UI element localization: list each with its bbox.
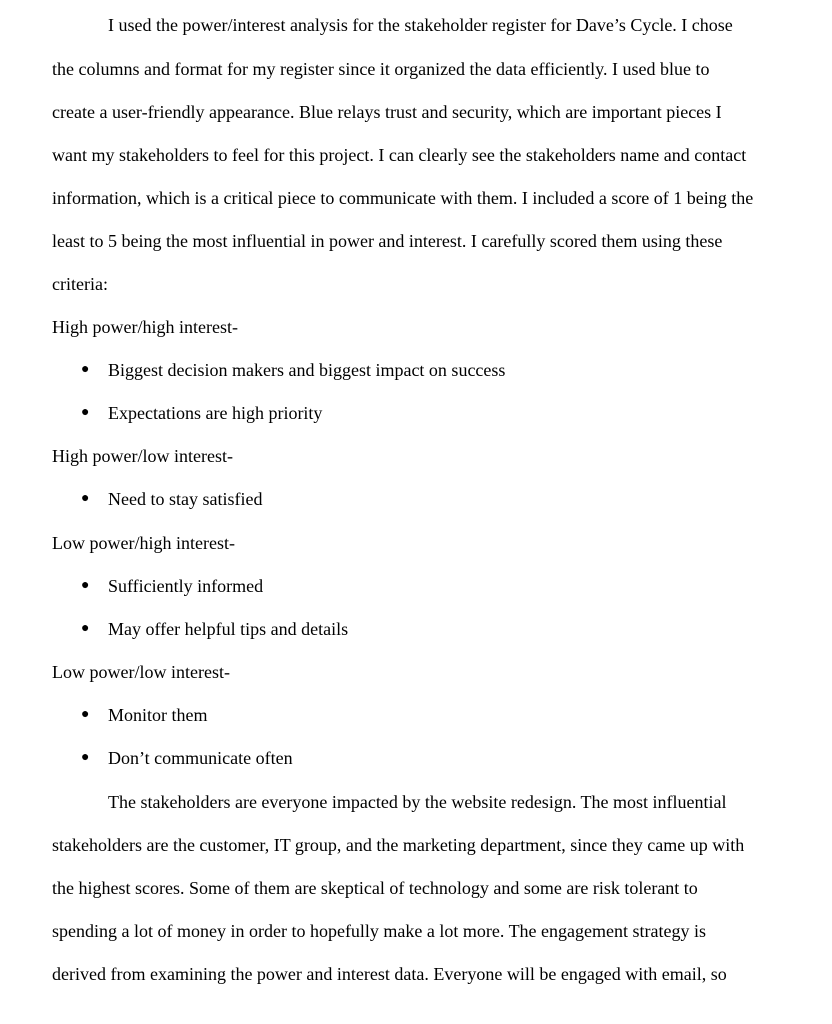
bullet-item: Don’t communicate often	[108, 748, 293, 768]
bullet-icon: ●	[81, 405, 90, 420]
paragraph-line: the columns and format for my register since it organized the data efficiently. I used blue to	[52, 59, 710, 79]
section-heading: High power/high interest-	[52, 317, 238, 337]
paragraph-line: derived from examining the power and interest data. Everyone will be engaged with email, so	[52, 964, 727, 984]
paragraph-line: want my stakeholders to feel for this project. I can clearly see the stakeholders name and contact	[52, 145, 747, 165]
paragraph-line: I used the power/interest analysis for the stakeholder register for Dave’s Cycle. I chose	[108, 15, 733, 35]
bullet-item: Expectations are high priority	[108, 403, 323, 423]
paragraph-line: spending a lot of money in order to hopefully make a lot more. The engagement strategy is	[52, 921, 706, 941]
bullet-item: Sufficiently informed	[108, 576, 264, 596]
paragraph-line: stakeholders are the customer, IT group, and the marketing department, since they came up with	[52, 835, 745, 855]
bullet-icon: ●	[81, 362, 90, 377]
bullet-icon: ●	[81, 491, 90, 506]
section-heading: High power/low interest-	[52, 446, 233, 466]
paragraph-line: criteria:	[52, 274, 108, 294]
paragraph-line: the highest scores. Some of them are skeptical of technology and some are risk tolerant to	[52, 878, 698, 898]
section-heading: Low power/high interest-	[52, 533, 235, 553]
paragraph-line: information, which is a critical piece to communicate with them. I included a score of 1 being the	[52, 188, 754, 208]
bullet-icon: ●	[81, 707, 90, 722]
bullet-icon: ●	[81, 578, 90, 593]
bullet-item: May offer helpful tips and details	[108, 619, 349, 639]
section-heading: Low power/low interest-	[52, 662, 230, 682]
bullet-item: Monitor them	[108, 705, 208, 725]
bullet-item: Biggest decision makers and biggest impact on success	[108, 360, 506, 380]
paragraph-line: create a user-friendly appearance. Blue relays trust and security, which are important pieces I	[52, 102, 722, 122]
bullet-item: Need to stay satisfied	[108, 489, 263, 509]
bullet-icon: ●	[81, 750, 90, 765]
paragraph-line: The stakeholders are everyone impacted by the website redesign. The most influential	[108, 792, 727, 812]
paragraph-line: least to 5 being the most influential in power and interest. I carefully scored them using these	[52, 231, 723, 251]
bullet-icon: ●	[81, 621, 90, 636]
